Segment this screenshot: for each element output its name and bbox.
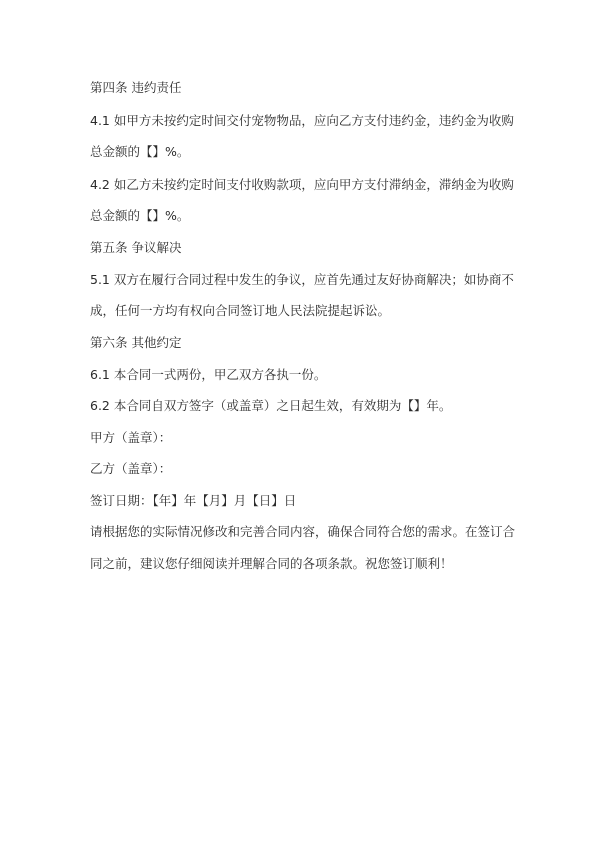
signing-date-label: 签订日期：【年】年【月】月【日】日 (90, 493, 297, 508)
clause-5-1-line-2: 成，任何一方均有权向合同签订地人民法院提起诉讼。 (90, 303, 391, 318)
closing-note-line-2: 同之前，建议您仔细阅读并理解合同的各项条款。祝您签订顺利！ (90, 556, 453, 571)
clause-4-2-line-2: 总金额的【】%。 (90, 208, 190, 223)
clause-4-2-line-1: 4.2 如乙方未按约定时间支付收购款项，应向甲方支付滞纳金，滞纳金为收购 (90, 177, 514, 192)
closing-note-line-1: 请根据您的实际情况修改和完善合同内容，确保合同符合您的需求。在签订合 (90, 524, 516, 539)
clause-4-1-line-2: 总金额的【】%。 (90, 144, 190, 159)
clause-6-2: 6.2 本合同自双方签字（或盖章）之日起生效，有效期为【】年。 (90, 398, 452, 413)
section-heading-article-5: 第五条 争议解决 (90, 240, 182, 255)
section-heading-article-6: 第六条 其他约定 (90, 335, 182, 350)
clause-4-1-line-1: 4.1 如甲方未按约定时间交付宠物物品，应向乙方支付违约金，违约金为收购 (90, 113, 514, 128)
clause-6-1: 6.1 本合同一式两份，甲乙双方各执一份。 (90, 367, 327, 382)
party-a-seal-label: 甲方（盖章）： (90, 430, 172, 445)
clause-5-1-line-1: 5.1 双方在履行合同过程中发生的争议，应首先通过友好协商解决；如协商不 (90, 272, 514, 287)
section-heading-article-4: 第四条 违约责任 (90, 80, 182, 95)
party-b-seal-label: 乙方（盖章）： (90, 461, 172, 476)
